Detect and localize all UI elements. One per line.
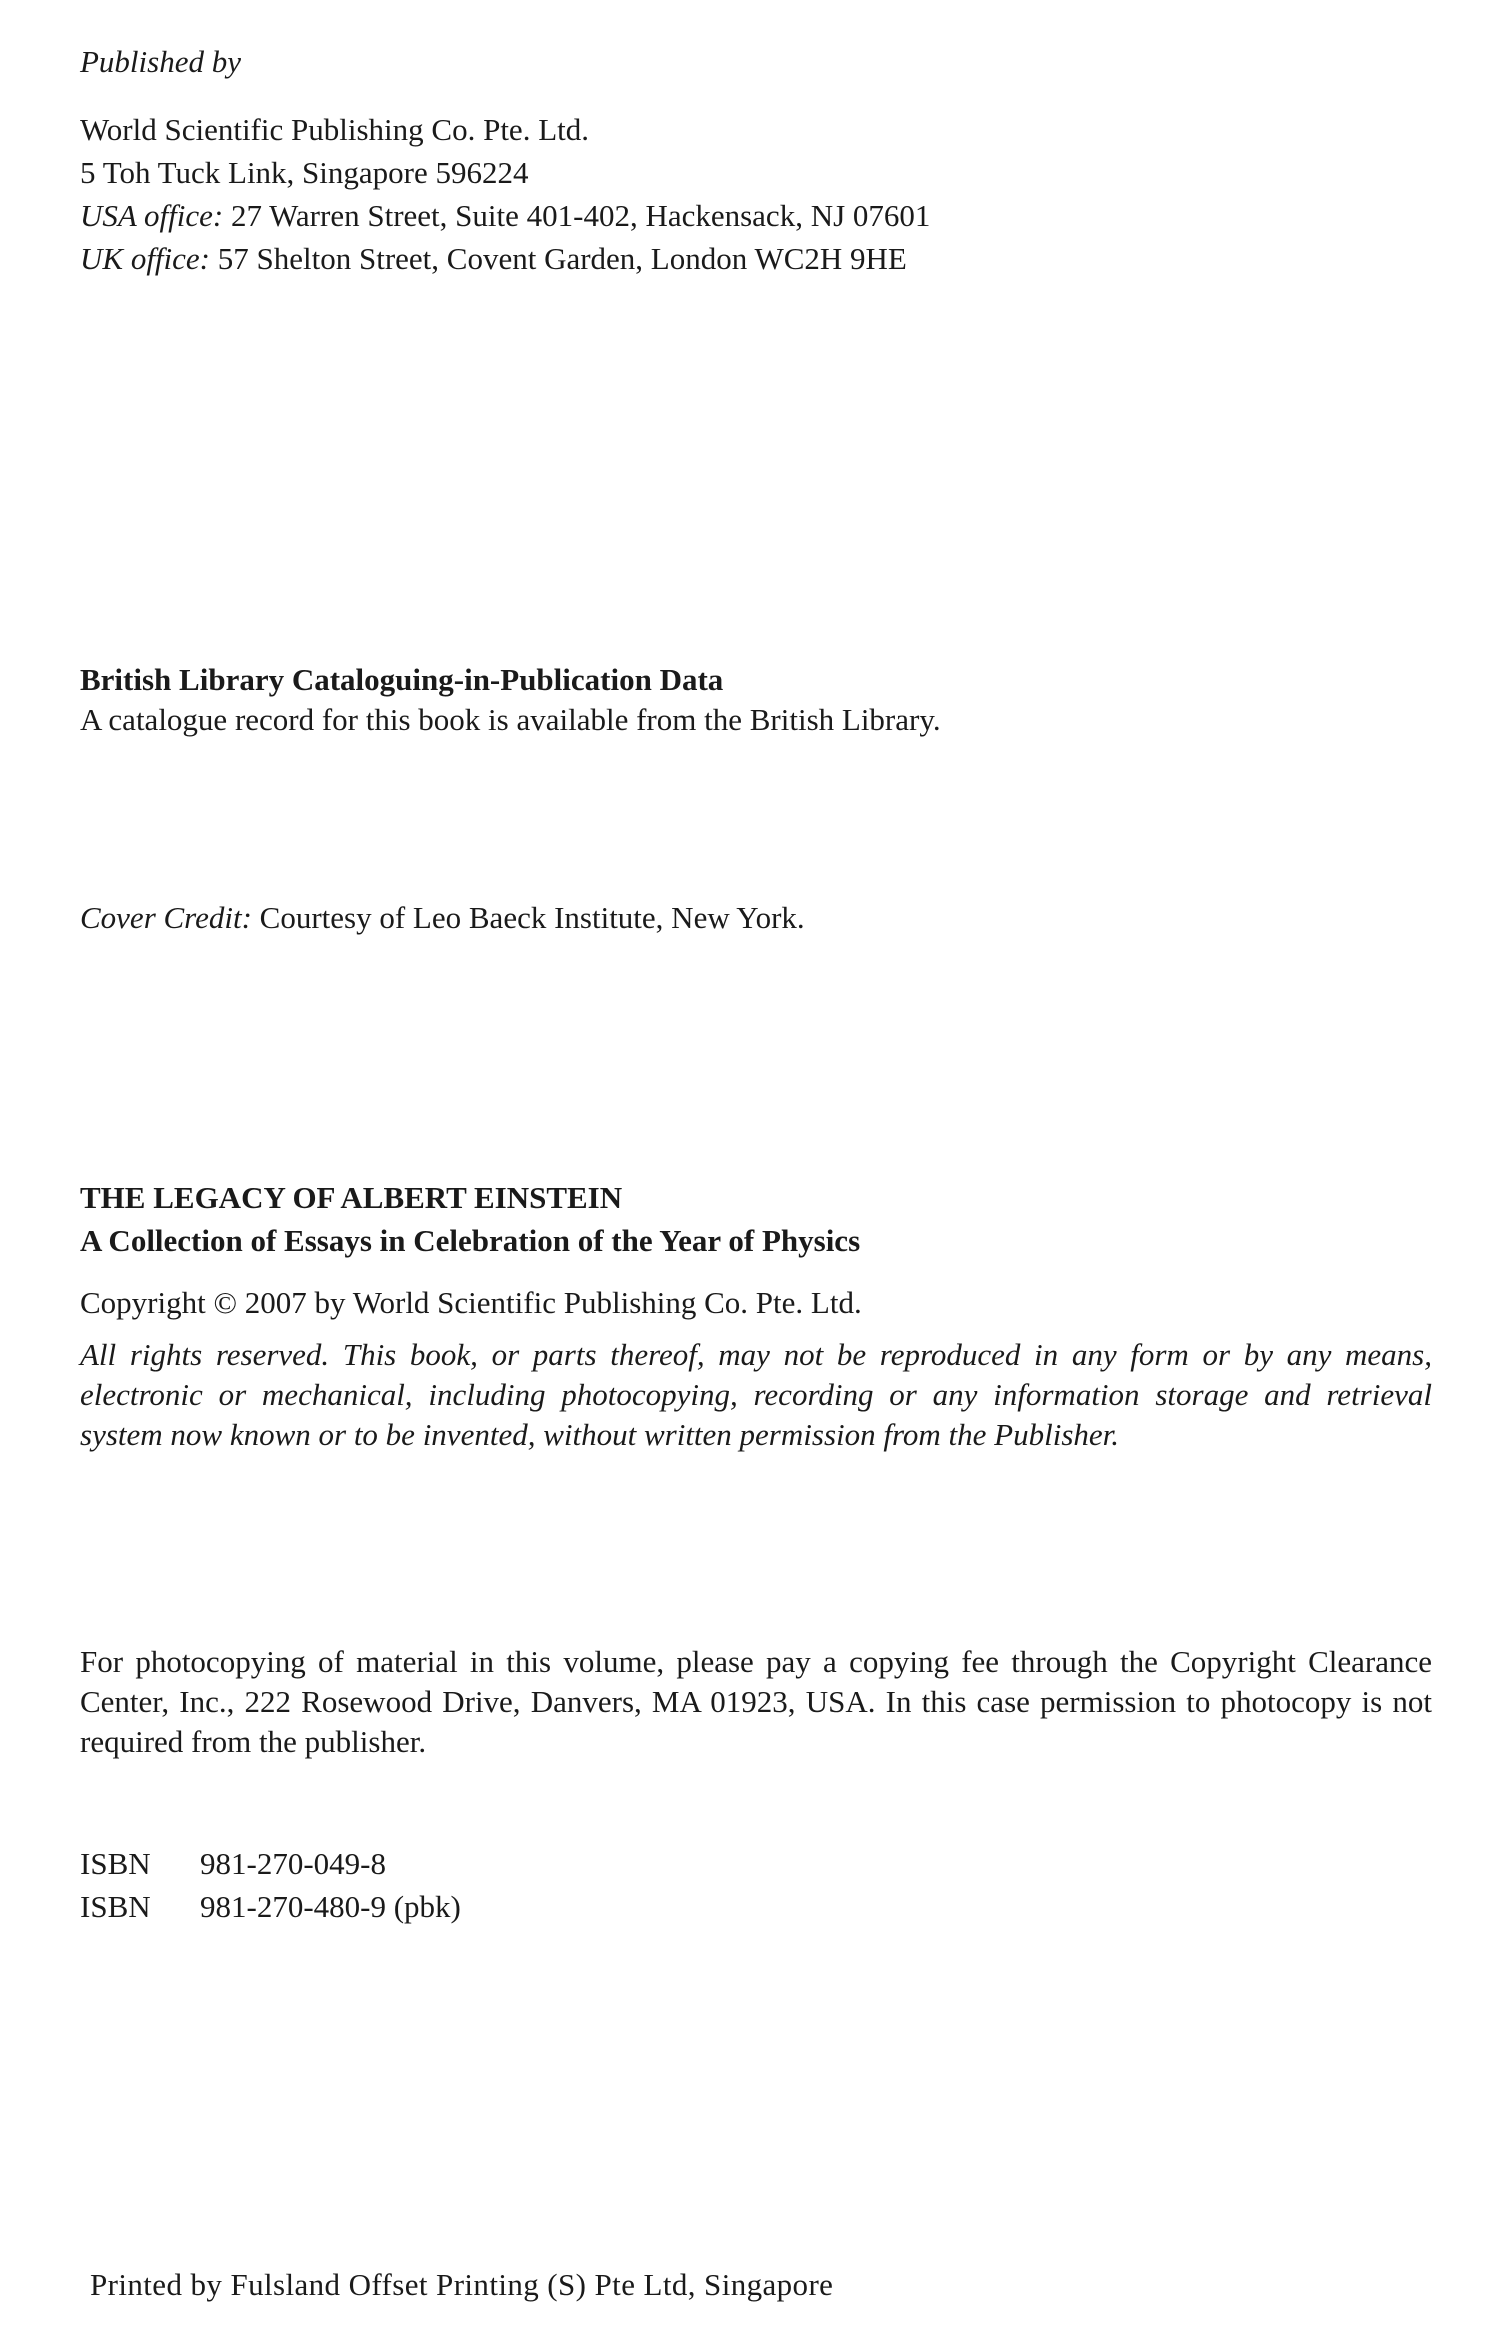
cip-heading: British Library Cataloguing-in-Publication Data — [80, 662, 724, 697]
copyright-text: Copyright © 2007 by World Scientific Publishing Co. Pte. Ltd. — [80, 1285, 862, 1320]
printer-info — [90, 2265, 1442, 2305]
uk-office-label: UK office: — [80, 241, 210, 276]
isbn-value: 981-270-480-9 (pbk) — [200, 1889, 461, 1924]
isbn-value: 981-270-049-8 — [200, 1846, 386, 1881]
printed-by-text: Printed by Fulsland Offset Printing (S) Pte Ltd, Singapore — [90, 2267, 834, 2302]
copyright-line — [80, 1283, 1432, 1323]
photocopy-notice — [80, 1642, 1432, 1762]
published-by-label — [80, 42, 1432, 82]
uk-office-address: 57 Shelton Street, Covent Garden, London WC2H 9HE — [217, 241, 907, 276]
cover-credit-label: Cover Credit: — [80, 900, 252, 935]
isbn-label: ISBN — [80, 1846, 151, 1881]
usa-office-address: 27 Warren Street, Suite 401-402, Hackensack, NJ 07601 — [230, 198, 931, 233]
book-subtitle: A Collection of Essays in Celebration of the Year of Physics — [80, 1223, 861, 1258]
publisher-address: 5 Toh Tuck Link, Singapore 596224 — [80, 155, 529, 190]
published-by-text: Published by — [80, 44, 241, 79]
uk-office-line — [80, 237, 1432, 280]
book-title-block — [80, 1176, 1432, 1262]
rights-text: All rights reserved. This book, or parts thereof, may not be reproduced in any form or by any means, electronic or mechanical, including photocopying, recording or any information storage and retrieval system now known or to be invented, without written permission from the Publisher. — [80, 1337, 1432, 1452]
isbn-item — [80, 1842, 1432, 1885]
isbn-item — [80, 1885, 1432, 1928]
cip-text: A catalogue record for this book is available from the British Library. — [80, 702, 941, 737]
isbn-list — [80, 1842, 1432, 1928]
publisher-details — [80, 108, 1432, 280]
cover-credit — [80, 898, 1432, 938]
cip-data — [80, 660, 1432, 740]
cover-credit-text: Courtesy of Leo Baeck Institute, New York. — [259, 900, 805, 935]
book-title: THE LEGACY OF ALBERT EINSTEIN — [80, 1180, 623, 1215]
rights-notice — [80, 1335, 1432, 1455]
isbn-label: ISBN — [80, 1889, 151, 1924]
usa-office-label: USA office: — [80, 198, 224, 233]
usa-office-line — [80, 194, 1432, 237]
publisher-name: World Scientific Publishing Co. Pte. Ltd. — [80, 112, 589, 147]
photocopy-text: For photocopying of material in this volume, please pay a copying fee through the Copyright Clearance Center, Inc., 222 Rosewood Drive, Danvers, MA 01923, USA. In this case permission to photocopy is not required from the publisher. — [80, 1644, 1432, 1759]
